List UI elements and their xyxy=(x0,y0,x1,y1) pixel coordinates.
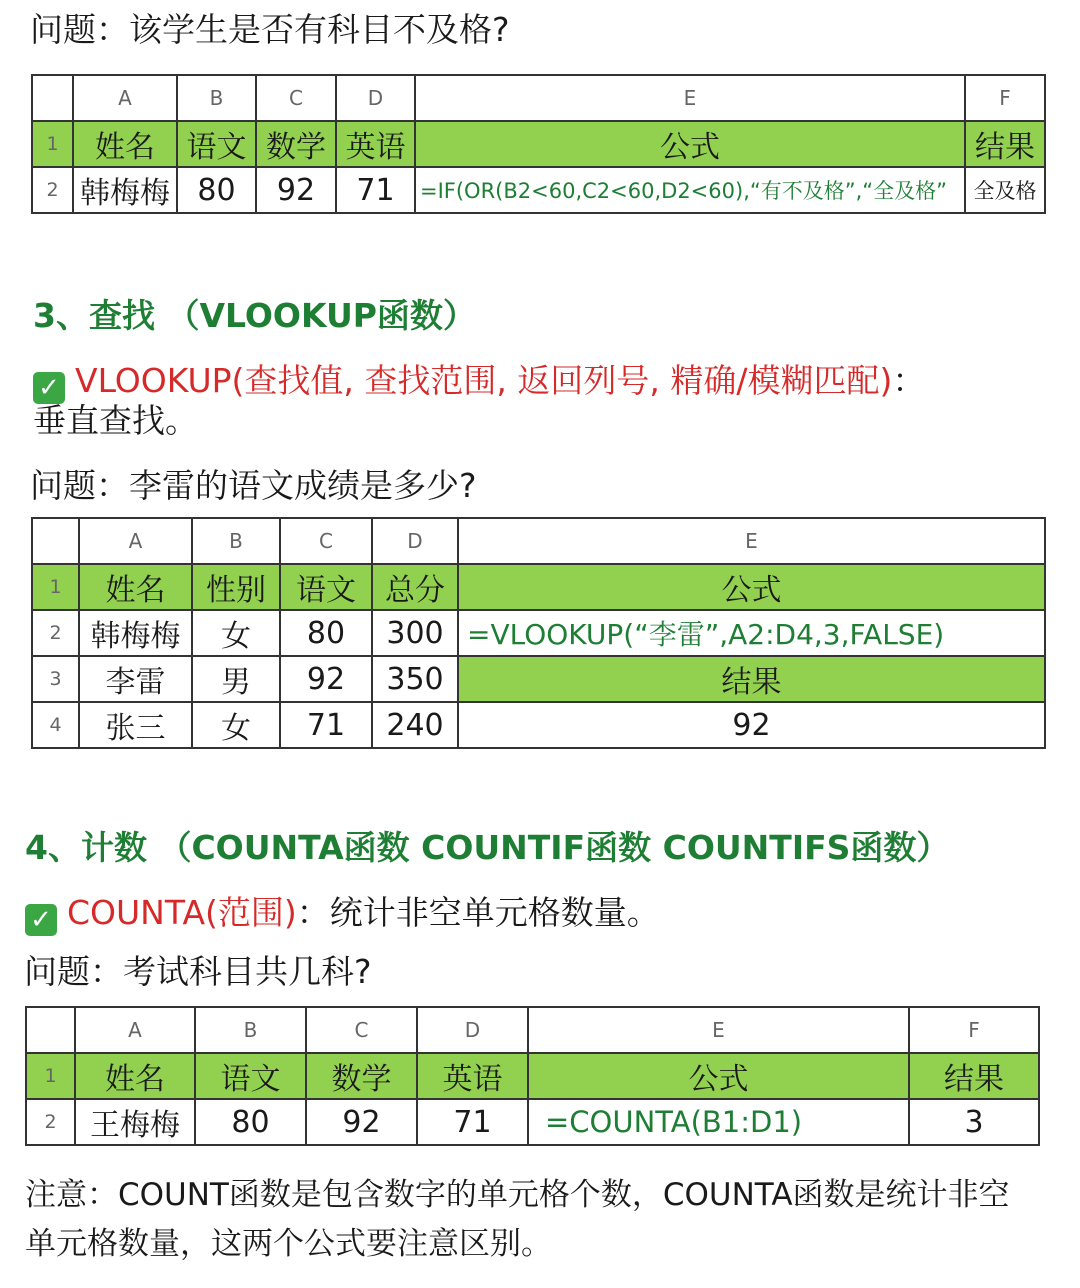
col-header-a[interactable]: A xyxy=(79,518,192,564)
note-line-2: 单元格数量，这两个公式要注意区别。 xyxy=(25,1226,552,1262)
question-3: 问题：考试科目共几科? xyxy=(24,952,372,991)
col-header-c[interactable]: C xyxy=(256,75,336,121)
cell-b3[interactable]: 男 xyxy=(192,656,280,702)
col-header-b[interactable]: B xyxy=(192,518,280,564)
syntax-tail: ： xyxy=(892,361,926,400)
cell-c2[interactable]: 80 xyxy=(280,610,372,656)
cell-b2[interactable]: 80 xyxy=(195,1099,306,1145)
row-number[interactable]: 1 xyxy=(32,564,79,610)
cell-c2[interactable]: 92 xyxy=(306,1099,417,1145)
col-header-d[interactable]: D xyxy=(417,1007,528,1053)
col-header-f[interactable]: F xyxy=(909,1007,1039,1053)
col-header-a[interactable]: A xyxy=(73,75,177,121)
cell-e1[interactable]: 公式 xyxy=(528,1053,909,1099)
check-icon: ✓ xyxy=(33,372,65,404)
corner-cell[interactable] xyxy=(32,518,79,564)
cell-f1[interactable]: 结果 xyxy=(965,121,1045,167)
section-3-heading: 3、查找 （VLOOKUP函数） xyxy=(33,296,476,335)
table-3 xyxy=(25,1006,1040,1146)
cell-c1[interactable]: 数学 xyxy=(306,1053,417,1099)
counta-syntax-line xyxy=(25,893,660,936)
corner-cell[interactable] xyxy=(32,75,73,121)
row-number[interactable]: 3 xyxy=(32,656,79,702)
cell-d2[interactable]: 71 xyxy=(336,167,415,213)
question-1: 问题：该学生是否有科目不及格? xyxy=(30,10,510,49)
syntax-tail: ：统计非空单元格数量。 xyxy=(296,893,660,932)
row-number[interactable]: 4 xyxy=(32,702,79,748)
cell-a2[interactable]: 王梅梅 xyxy=(75,1099,195,1145)
question-2: 问题：李雷的语文成绩是多少? xyxy=(30,466,477,505)
col-header-a[interactable]: A xyxy=(75,1007,195,1053)
cell-f2-result[interactable]: 全及格 xyxy=(965,167,1045,213)
cell-e1[interactable]: 公式 xyxy=(415,121,965,167)
cell-e3-result-label[interactable]: 结果 xyxy=(458,656,1045,702)
row-number[interactable]: 1 xyxy=(26,1053,75,1099)
cell-e2-formula[interactable]: =COUNTA(B1:D1) xyxy=(528,1099,909,1145)
row-number[interactable]: 2 xyxy=(26,1099,75,1145)
cell-e4-result-value[interactable]: 92 xyxy=(458,702,1045,748)
cell-f2-result[interactable]: 3 xyxy=(909,1099,1039,1145)
table-1 xyxy=(31,74,1046,214)
vlookup-desc: 垂直查找。 xyxy=(33,401,198,440)
cell-a4[interactable]: 张三 xyxy=(79,702,192,748)
cell-d2[interactable]: 300 xyxy=(372,610,458,656)
cell-a2[interactable]: 韩梅梅 xyxy=(73,167,177,213)
corner-cell[interactable] xyxy=(26,1007,75,1053)
cell-a1[interactable]: 姓名 xyxy=(73,121,177,167)
section-4-heading: 4、计数 （COUNTA函数 COUNTIF函数 COUNTIFS函数） xyxy=(25,828,950,867)
cell-b2[interactable]: 女 xyxy=(192,610,280,656)
cell-d1[interactable]: 英语 xyxy=(336,121,415,167)
col-header-e[interactable]: E xyxy=(528,1007,909,1053)
cell-d1[interactable]: 英语 xyxy=(417,1053,528,1099)
col-header-c[interactable]: C xyxy=(280,518,372,564)
cell-a3[interactable]: 李雷 xyxy=(79,656,192,702)
row-number[interactable]: 2 xyxy=(32,610,79,656)
cell-f1[interactable]: 结果 xyxy=(909,1053,1039,1099)
vlookup-syntax-line xyxy=(33,361,925,404)
cell-b4[interactable]: 女 xyxy=(192,702,280,748)
cell-d1[interactable]: 总分 xyxy=(372,564,458,610)
col-header-f[interactable]: F xyxy=(965,75,1045,121)
cell-e2-formula[interactable]: =VLOOKUP(“李雷”,A2:D4,3,FALSE) xyxy=(458,610,1045,656)
cell-d4[interactable]: 240 xyxy=(372,702,458,748)
cell-d2[interactable]: 71 xyxy=(417,1099,528,1145)
col-header-e[interactable]: E xyxy=(415,75,965,121)
col-header-b[interactable]: B xyxy=(195,1007,306,1053)
row-number[interactable]: 2 xyxy=(32,167,73,213)
col-header-d[interactable]: D xyxy=(372,518,458,564)
counta-syntax: COUNTA(范围) xyxy=(67,893,297,932)
col-header-b[interactable]: B xyxy=(177,75,256,121)
cell-d3[interactable]: 350 xyxy=(372,656,458,702)
cell-a1[interactable]: 姓名 xyxy=(79,564,192,610)
cell-b1[interactable]: 语文 xyxy=(177,121,256,167)
check-icon: ✓ xyxy=(25,904,57,936)
cell-c3[interactable]: 92 xyxy=(280,656,372,702)
cell-e2-formula[interactable]: =IF(OR(B2<60,C2<60,D2<60),“有不及格”,“全及格” xyxy=(415,167,965,213)
cell-c2[interactable]: 92 xyxy=(256,167,336,213)
cell-e1[interactable]: 公式 xyxy=(458,564,1045,610)
cell-c4[interactable]: 71 xyxy=(280,702,372,748)
table-2 xyxy=(31,517,1046,749)
cell-a2[interactable]: 韩梅梅 xyxy=(79,610,192,656)
vlookup-syntax: VLOOKUP(查找值, 查找范围, 返回列号, 精确/模糊匹配) xyxy=(75,361,893,400)
note-line-1: 注意：COUNT函数是包含数字的单元格个数，COUNTA函数是统计非空 xyxy=(25,1177,1010,1213)
cell-c1[interactable]: 语文 xyxy=(280,564,372,610)
cell-c1[interactable]: 数学 xyxy=(256,121,336,167)
col-header-e[interactable]: E xyxy=(458,518,1045,564)
col-header-d[interactable]: D xyxy=(336,75,415,121)
row-number[interactable]: 1 xyxy=(32,121,73,167)
cell-b2[interactable]: 80 xyxy=(177,167,256,213)
cell-b1[interactable]: 语文 xyxy=(195,1053,306,1099)
col-header-c[interactable]: C xyxy=(306,1007,417,1053)
cell-b1[interactable]: 性别 xyxy=(192,564,280,610)
cell-a1[interactable]: 姓名 xyxy=(75,1053,195,1099)
